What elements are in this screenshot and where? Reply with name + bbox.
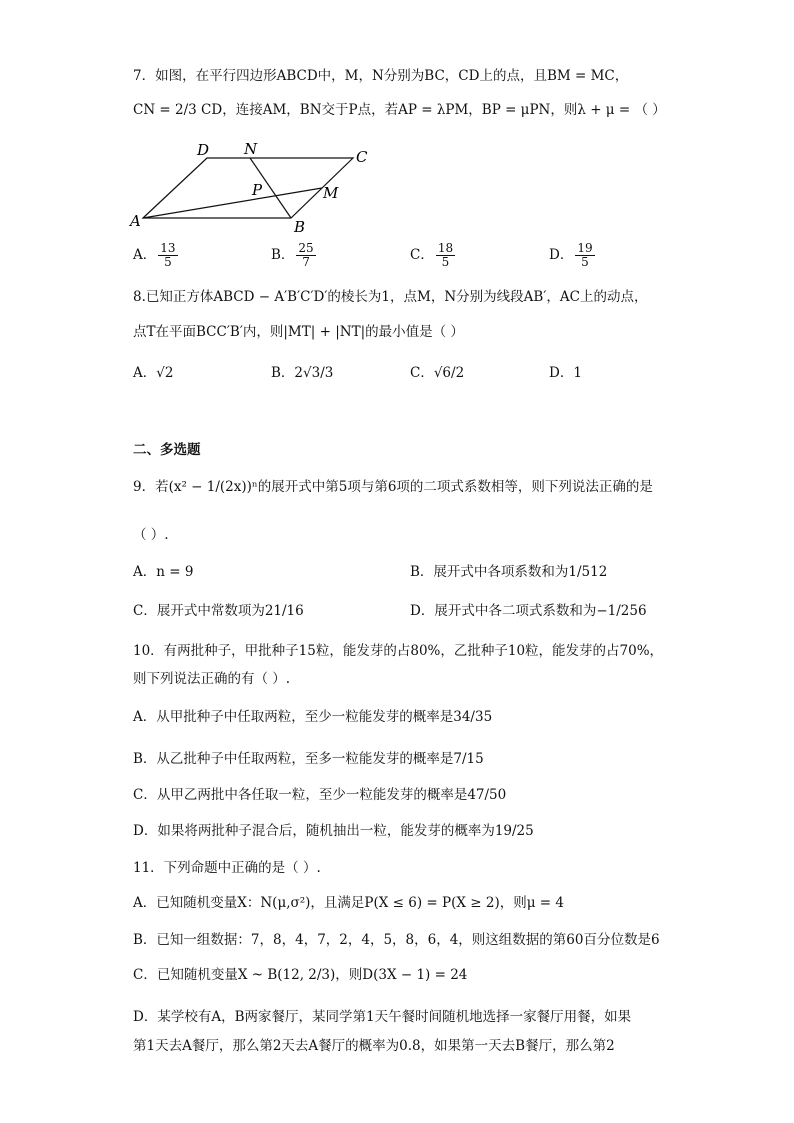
- label-b: B: [294, 218, 306, 235]
- q7-line2: CN = 2/3 CD，连接AM，BN交于P点，若AP = λPM，BP = μPN，则λ + μ = （ ）: [133, 102, 666, 118]
- q9-option-d: D．展开式中各二项式系数和为−1/256: [410, 603, 647, 619]
- q10-option-a: A．从甲批种子中任取两粒，至少一粒能发芽的概率是34/35: [133, 709, 493, 725]
- q11-line1: 11．下列命题中正确的是（ ）.: [133, 860, 321, 876]
- label-a: A: [130, 212, 141, 230]
- q8-option-c: C．√6/2: [410, 365, 465, 381]
- q10-line2: 则下列说法正确的有（ ）.: [133, 671, 291, 687]
- q8-option-a: A．√2: [133, 365, 174, 381]
- q8-option-b: B．2√3/3: [271, 365, 334, 381]
- q11-option-d-line1: D．某学校有A，B两家餐厅，某同学第1天午餐时间随机地选择一家餐厅用餐，如果: [133, 1009, 632, 1025]
- parallelogram-figure: [128, 140, 378, 235]
- q9-line2: （ ）.: [133, 527, 169, 543]
- q11-option-c: C．已知随机变量X ~ B(12, 2/3)，则D(3X − 1) = 24: [133, 967, 468, 983]
- q7-option-d: D． $\frac{19}{5}$: [549, 241, 593, 269]
- q11-option-a: A．已知随机变量X：N(μ,σ²)，且满足P(X ≤ 6) = P(X ≥ 2)，则μ = 4: [133, 895, 564, 911]
- q9-option-a: A．n = 9: [133, 564, 194, 580]
- q9-option-b: B．展开式中各项系数和为1/512: [410, 564, 608, 580]
- q7-option-b: B． $\frac{25}{7}$: [271, 241, 314, 269]
- q7-option-c: C． $\frac{18}{5}$: [410, 241, 454, 269]
- q8-line2: 点T在平面BCC′B′内，则|MT| + |NT|的最小值是（ ）: [133, 324, 464, 340]
- q7-option-a: A． $\frac{13}{5}$: [133, 241, 176, 269]
- q11-option-b: B．已知一组数据：7，8，4，7，2，4，5，8，6，4，则这组数据的第60百分位数是6: [133, 932, 660, 948]
- section-heading: 二、多选题: [133, 442, 201, 458]
- q8-line1: 8.已知正方体ABCD − A′B′C′D′的棱长为1，点M，N分别为线段AB′，AC上的动点，: [133, 289, 648, 305]
- label-c: C: [356, 148, 368, 166]
- q10-option-b: B．从乙批种子中任取两粒，至多一粒能发芽的概率是7/15: [133, 751, 484, 767]
- q11-option-d-line2: 第1天去A餐厅，那么第2天去A餐厅的概率为0.8，如果第一天去B餐厅，那么第2: [133, 1038, 615, 1054]
- q8-option-d: D．1: [549, 365, 582, 381]
- q10-option-d: D．如果将两批种子混合后，随机抽出一粒，能发芽的概率为19/25: [133, 823, 534, 839]
- q9-line1: 9．若(x² − 1/(2x))ⁿ的展开式中第5项与第6项的二项式系数相等，则下列说法正确的是: [133, 479, 653, 495]
- label-p: P: [252, 181, 263, 199]
- q9-option-c: C．展开式中常数项为21/16: [133, 603, 304, 619]
- q10-line1: 10．有两批种子，甲批种子15粒，能发芽的占80%，乙批种子10粒，能发芽的占70%，: [133, 643, 664, 659]
- label-m: M: [323, 184, 339, 202]
- q7-line1: 7．如图，在平行四边形ABCD中，M，N分别为BC，CD上的点，且BM = MC，: [133, 68, 629, 84]
- label-d: D: [197, 141, 210, 159]
- q10-option-c: C．从甲乙两批中各任取一粒，至少一粒能发芽的概率是47/50: [133, 787, 507, 803]
- label-n: N: [244, 140, 258, 158]
